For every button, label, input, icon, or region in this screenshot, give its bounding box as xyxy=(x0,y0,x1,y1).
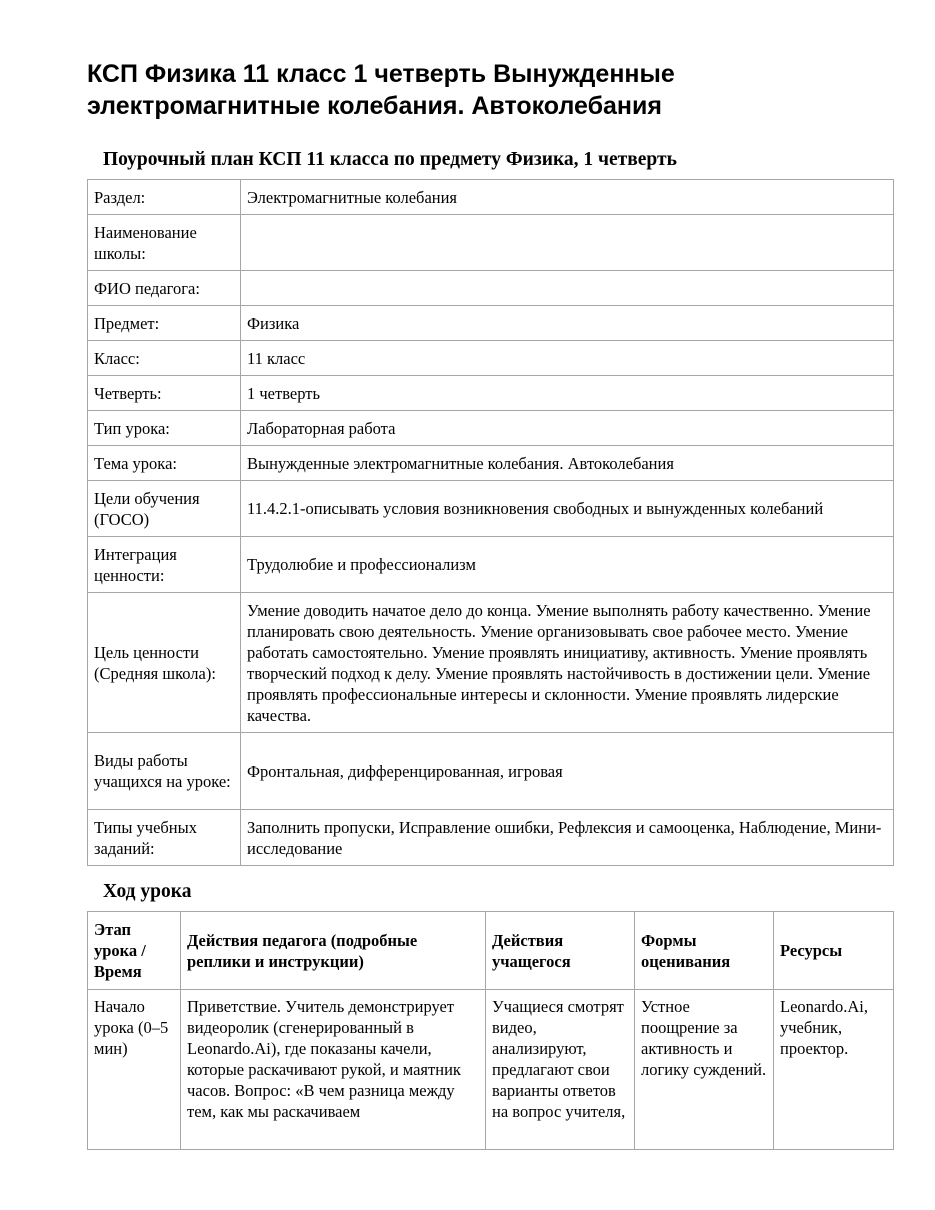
cell-text: Приветствие. Учитель демонстрирует видеоролик (сгенерированный в Leonardo.Ai), где показаны качели, которые раскачивают рукой, и маятник часов. Вопрос: «В чем разница между тем, как мы раскачиваем xyxy=(187,997,461,1121)
info-label: Четверть: xyxy=(88,376,241,411)
info-row-teacher xyxy=(88,271,894,306)
info-row-grade xyxy=(88,341,894,376)
info-row-section xyxy=(88,180,894,215)
teacher-actions-cell xyxy=(181,990,486,1150)
lesson-progress-heading: Ход урока xyxy=(103,881,192,902)
info-row-task-types xyxy=(88,810,894,866)
info-value: 11 класс xyxy=(241,341,894,376)
column-header-resources: Ресурсы xyxy=(774,912,894,990)
lesson-progress-table xyxy=(87,911,894,1150)
info-label: Тип урока: xyxy=(88,411,241,446)
assessment-cell xyxy=(635,990,774,1150)
info-row-school xyxy=(88,215,894,271)
info-label: Класс: xyxy=(88,341,241,376)
student-actions-cell xyxy=(486,990,635,1150)
info-label: Тема урока: xyxy=(88,446,241,481)
lesson-plan-heading: Поурочный план КСП 11 класса по предмету Физика, 1 четверть xyxy=(103,149,677,170)
cell-text: Устное поощрение за активность и логику суждений. xyxy=(641,997,767,1079)
column-header-stage: Этап урока / Время xyxy=(88,912,181,990)
info-label: Предмет: xyxy=(88,306,241,341)
cell-text: Учащиеся смотрят видео, анализируют, предлагают свои варианты ответов на вопрос учителя, xyxy=(492,997,626,1121)
info-label: Типы учебных заданий: xyxy=(88,810,241,866)
info-row-value-integration xyxy=(88,537,894,593)
lesson-info-table xyxy=(87,179,894,866)
cell-text: Leonardo.Ai, учебник, проектор. xyxy=(780,997,868,1058)
info-label: Цели обучения (ГОСО) xyxy=(88,481,241,537)
table-row xyxy=(88,990,894,1150)
info-value: 11.4.2.1-описывать условия возникновения свободных и вынужденных колебаний xyxy=(241,481,894,537)
info-label: ФИО педагога: xyxy=(88,271,241,306)
info-value: 1 четверть xyxy=(241,376,894,411)
info-row-work-types xyxy=(88,733,894,810)
info-row-value-goal xyxy=(88,593,894,733)
document-title: КСП Физика 11 класс 1 четверть Вынужденные электромагнитные колебания. Автоколебания xyxy=(87,60,675,120)
info-row-learning-goals xyxy=(88,481,894,537)
info-label: Раздел: xyxy=(88,180,241,215)
info-row-lesson-topic xyxy=(88,446,894,481)
column-header-assessment: Формы оценивания xyxy=(635,912,774,990)
info-row-subject xyxy=(88,306,894,341)
info-value: Вынужденные электромагнитные колебания. Автоколебания xyxy=(241,446,894,481)
info-value: Умение доводить начатое дело до конца. Умение выполнять работу качественно. Умение планировать свою деятельность. Умение организовывать свое рабочее место. Умение работать самостоятельно. Умение проявлять инициативу, активность. Умение проявлять творческий подход к делу. Умение проявлять настойчивость в достижении цели. Умение проявлять профессиональные интересы и склонности. Умение проявлять лидерские качества. xyxy=(241,593,894,733)
info-value: Электромагнитные колебания xyxy=(241,180,894,215)
info-value: Трудолюбие и профессионализм xyxy=(241,537,894,593)
info-value: Фронтальная, дифференцированная, игровая xyxy=(241,733,894,810)
table-header-row xyxy=(88,912,894,990)
column-header-student-actions: Действия учащегося xyxy=(486,912,635,990)
info-label: Интеграция ценности: xyxy=(88,537,241,593)
info-value: Физика xyxy=(241,306,894,341)
column-header-teacher-actions: Действия педагога (подробные реплики и инструкции) xyxy=(181,912,486,990)
info-label: Наименование школы: xyxy=(88,215,241,271)
info-value xyxy=(241,215,894,271)
info-value: Заполнить пропуски, Исправление ошибки, Рефлексия и самооценка, Наблюдение, Мини-исследование xyxy=(241,810,894,866)
stage-cell xyxy=(88,990,181,1150)
info-value: Лабораторная работа xyxy=(241,411,894,446)
cell-text: Начало урока (0–5 мин) xyxy=(94,997,169,1058)
resources-cell xyxy=(774,990,894,1150)
info-row-lesson-type xyxy=(88,411,894,446)
info-value xyxy=(241,271,894,306)
info-label: Виды работы учащихся на уроке: xyxy=(88,733,241,810)
info-row-quarter xyxy=(88,376,894,411)
info-label: Цель ценности (Средняя школа): xyxy=(88,593,241,733)
